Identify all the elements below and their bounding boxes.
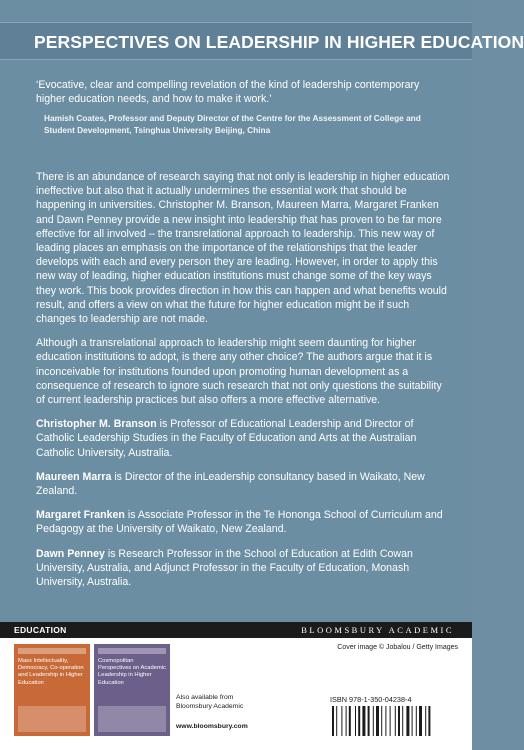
quote-text: ‘Evocative, clear and compelling revelation of the kind of leadership contemporary higher education needs, and how to make it work.’ <box>36 79 420 105</box>
author-name: Christopher M. Branson <box>36 418 157 431</box>
category-label: EDUCATION <box>14 625 67 635</box>
author-bio-1 <box>36 417 450 460</box>
also-available-text: Also available from Bloomsbury Academic <box>176 694 244 710</box>
author-bio-text: is Professor of Educational Leadership and Director of Catholic Leadership Studies in the Faculty of Education and Arts at the Australian Catholic University, Australia. <box>36 418 417 459</box>
author-name: Maureen Marra <box>36 470 112 483</box>
series-title: PERSPECTIVES ON LEADERSHIP IN HIGHER EDUCATION <box>34 32 524 52</box>
author-bio-text: is Associate Professor in the Te Hononga School of Curriculum and Pedagogy at the University of Waikato, New Zealand. <box>36 509 443 536</box>
related-book-title: Mass Intellectuality, Democracy, Co-operation and Leadership in Higher Education <box>18 658 84 686</box>
related-book-title: Cosmopolitan Perspectives on Academic Leadership in Higher Education <box>98 658 166 686</box>
blurb-paragraph-1: There is an abundance of research saying that not only is leadership in higher education ineffective but also that it actually undermines the essential work that should be happening in universities. Christopher M. Branson, Maureen Marra, Margaret Franken and Dawn Penney provide a new insight into leadership that has proven to be far more effective for all involved – the transrelational approach to leadership. This new way of leading places an emphasis on the importance of the relationships that the leader develops with each and every person they are leading. However, in order to apply this new way of leading, higher education institutions must change some of the key ways they work. This book provides direction in how this can happen and what benefits would result, and offers a view on what the future for higher education might be if such changes to leadership are not made. <box>36 171 450 326</box>
quote-attribution: Hamish Coates, Professor and Deputy Director of the Centre for the Assessment of College and Student Development, Tsinghua University Beijing, China <box>44 113 421 135</box>
book-image <box>98 706 166 732</box>
author-bio-text: is Director of the inLeadership consultancy based in Waikato, New Zealand. <box>36 470 425 498</box>
related-book-cover-2 <box>94 644 170 736</box>
barcode-icon <box>330 706 452 738</box>
cover-credit: Cover image © Jobalou / Getty Images <box>337 644 458 651</box>
author-bio-4 <box>36 547 450 590</box>
publisher-name: BLOOMSBURY ACADEMIC <box>301 625 454 635</box>
endorsement-quote <box>36 78 446 136</box>
author-bio-3 <box>36 508 450 536</box>
footer-panel <box>0 622 472 750</box>
author-name: Dawn Penney <box>36 547 105 560</box>
series-banner <box>0 22 524 60</box>
book-image <box>18 706 86 732</box>
website-link[interactable]: www.bloomsbury.com <box>176 723 248 730</box>
isbn-text: ISBN 978-1-350-04238-4 <box>330 695 412 704</box>
author-bio-2 <box>36 470 450 498</box>
blurb <box>36 170 450 599</box>
author-name: Margaret Franken <box>36 509 125 522</box>
author-bio-text: is Research Professor in the School of Education at Edith Cowan University, Australia, and Adjunct Professor in the Faculty of Education, Monash University, Australia. <box>36 547 413 589</box>
blurb-paragraph-2: Although a transrelational approach to leadership might seem daunting for higher education institutions to adopt, is there any other choice? The authors argue that it is inconceivable for institutions founded upon promoting human development as a consequence of research to ignore such research that not only questions the suitability of current leadership practices but also offers a more effective alternative. <box>36 337 442 407</box>
related-book-cover-1 <box>14 644 90 736</box>
category-strip <box>0 622 472 638</box>
